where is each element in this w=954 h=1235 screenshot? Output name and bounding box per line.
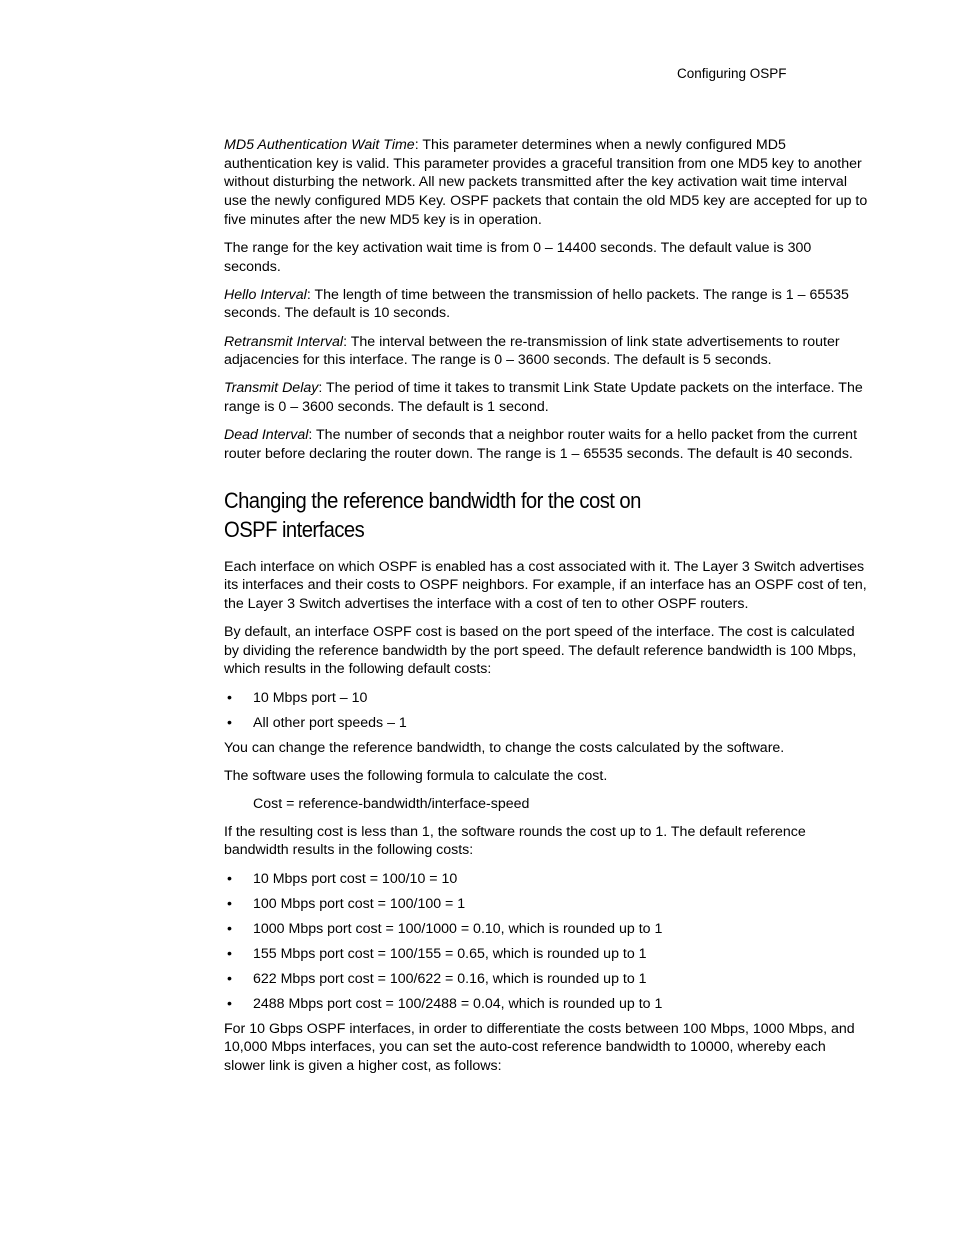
list-item: • 622 Mbps port cost = 100/622 = 0.16, which is rounded up to 1 [224,970,870,989]
param-transmit-delay [224,379,870,416]
param-hello-interval [224,286,870,323]
param-retransmit-interval [224,333,870,370]
param-description: : The period of time it takes to transmit Link State Update packets on the interface. The range is 0 – 3600 seconds. The default is 1 second. [224,380,863,415]
list-item: • All other port speeds – 1 [224,714,870,733]
change-bandwidth-paragraph: You can change the reference bandwidth, to change the costs calculated by the software. [224,739,785,756]
default-cost-paragraph: By default, an interface OSPF cost is based on the port speed of the interface. The cost is calculated by dividing the reference bandwidth by the port speed. The default reference bandwidth is 100 Mbps, which results in the following default costs: [224,624,857,678]
computed-cost-list [224,870,870,1014]
running-header: Configuring OSPF [677,66,787,81]
list-item: • 1000 Mbps port cost = 100/1000 = 0.10, which is rounded up to 1 [224,920,870,939]
param-key-wait-range: The range for the key activation wait time is from 0 – 14400 seconds. The default value is 300 seconds. [224,239,812,275]
param-dead-interval [224,426,870,463]
list-item: • 155 Mbps port cost = 100/155 = 0.65, which is rounded up to 1 [224,945,870,964]
param-term: Dead Interval [224,427,309,444]
param-description: : The number of seconds that a neighbor router waits for a hello packet from the current router before declaring the router down. The range is 1 – 65535 seconds. The default is 40 seconds. [224,427,858,462]
page-content [224,136,870,1085]
section-heading-line-1: Changing the reference bandwidth for the cost on [224,487,641,513]
param-term: Transmit Delay [224,380,319,397]
list-item: • 2488 Mbps port cost = 100/2488 = 0.04, which is rounded up to 1 [224,995,870,1014]
list-item: • 10 Mbps port cost = 100/10 = 10 [224,870,870,889]
rounding-paragraph: If the resulting cost is less than 1, the software rounds the cost up to 1. The default reference bandwidth results in the following costs: [224,823,806,859]
param-description: : The length of time between the transmission of hello packets. The range is 1 – 65535 seconds. The default is 10 seconds. [224,286,849,322]
list-item: • 100 Mbps port cost = 100/100 = 1 [224,895,870,914]
intro-paragraph: Each interface on which OSPF is enabled has a cost associated with it. The Layer 3 Switch advertises its interfaces and their costs to OSPF neighbors. For example, if an interface has an OSPF cost of ten, the Layer 3 Switch advertises the interface with a cost of ten to other OSPF routers. [224,558,867,612]
cost-formula: Cost = reference-bandwidth/interface-speed [253,795,530,812]
param-term: Hello Interval [224,286,307,303]
formula-intro-paragraph: The software uses the following formula to calculate the cost. [224,767,608,784]
default-cost-list [224,689,870,733]
param-description: : The interval between the re-transmission of link state advertisements to router adjacencies for this interface. The range is 0 – 3600 seconds. The default is 5 seconds. [224,333,840,369]
param-description: : This parameter determines when a newly configured MD5 authentication key is valid. This parameter provides a graceful transition from one MD5 key to another without disturbing the network. All new packets transmitted after the key activation wait time interval use the newly configured MD5 Key. OSPF packets that contain the old MD5 key are accepted for up to five minutes after the new MD5 key is in operation. [224,137,868,228]
param-term: MD5 Authentication Wait Time [224,137,415,153]
param-md5-wait-time [224,136,870,230]
list-item: • 10 Mbps port – 10 [224,689,870,708]
ten-gbps-paragraph: For 10 Gbps OSPF interfaces, in order to differentiate the costs between 100 Mbps, 1000 Mbps, and 10,000 Mbps interfaces, you can set the auto-cost reference bandwidth to 10000, whereby each slower link is given a higher cost, as follows: [224,1020,855,1074]
section-heading [224,486,702,544]
param-term: Retransmit Interval [224,333,344,350]
section-heading-line-2: OSPF interfaces [224,516,365,542]
